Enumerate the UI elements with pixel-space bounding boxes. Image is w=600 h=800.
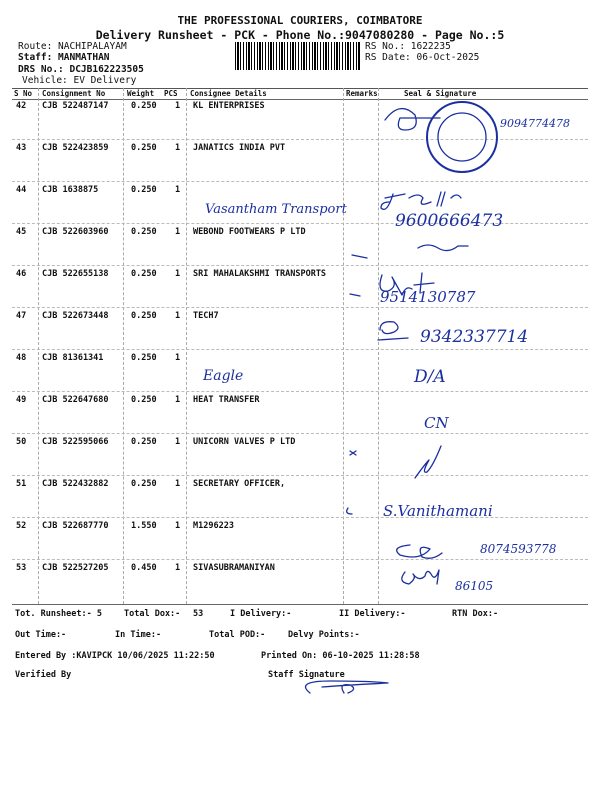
row-weight: 0.250 <box>131 269 157 279</box>
row-sno: 50 <box>16 437 27 447</box>
row-weight: 0.250 <box>131 437 157 447</box>
entered-by: Entered By :KAVIPCK 10/06/2025 11:22:50 <box>15 651 215 661</box>
row-consignment-no: CJB 522687770 <box>42 521 109 531</box>
row-consignment-no: CJB 522655138 <box>42 269 109 279</box>
row-consignee: HEAT TRANSFER <box>193 395 260 405</box>
row-weight: 0.250 <box>131 395 157 405</box>
col-sno: S No <box>14 89 33 98</box>
row-sno: 49 <box>16 395 27 405</box>
row-pcs: 1 <box>175 437 181 447</box>
row-weight: 1.550 <box>131 521 157 531</box>
row-sno: 48 <box>16 353 27 363</box>
staff-label: Staff: MANMATHAN <box>18 52 110 63</box>
row-sno: 46 <box>16 269 27 279</box>
row-pcs: 1 <box>175 479 181 489</box>
handwritten-phone: 9094774478 <box>500 117 570 130</box>
row-pcs: 1 <box>175 563 181 573</box>
out-time: Out Time:- <box>15 630 67 640</box>
drs-label: DRS No.: DCJB162223505 <box>18 64 144 75</box>
rs-date: RS Date: 06-Oct-2025 <box>365 52 480 63</box>
row-consignee: SIVASUBRAMANIYAN <box>193 563 275 573</box>
remark-mark <box>350 451 356 455</box>
delvy-points: Delvy Points:- <box>288 630 360 640</box>
remark-mark <box>347 508 352 514</box>
row-consignment-no: CJB 522487147 <box>42 101 109 111</box>
row-pcs: 1 <box>175 101 181 111</box>
row-sno: 45 <box>16 227 27 237</box>
row-consignment-no: CJB 522647680 <box>42 395 109 405</box>
signature-scribble <box>378 322 408 340</box>
in-time: In Time:- <box>115 630 162 640</box>
row-consignee: M1296223 <box>193 521 234 531</box>
row-weight: 0.250 <box>131 101 157 111</box>
signature-scribble <box>415 446 441 478</box>
row-sno: 44 <box>16 185 27 195</box>
row-weight: 0.250 <box>131 479 157 489</box>
row-pcs: 1 <box>175 143 181 153</box>
rtn-dox: RTN Dox:- <box>452 609 499 619</box>
handwritten-consignee: Eagle <box>203 368 244 384</box>
signature-scribble <box>381 192 461 209</box>
col-remarks: Remarks <box>346 89 378 98</box>
row-consignee: WEBOND FOOTWEARS P LTD <box>193 227 306 237</box>
row-consignment-no: CJB 1638875 <box>42 185 99 195</box>
handwritten-phone: 9600666473 <box>395 211 504 231</box>
printed-on: Printed On: 06-10-2025 11:28:58 <box>261 651 420 661</box>
row-consignment-no: CJB 522673448 <box>42 311 109 321</box>
route-label: Route: NACHIPALAYAM <box>18 41 127 52</box>
row-pcs: 1 <box>175 269 181 279</box>
ii-delivery: II Delivery:- <box>339 609 406 619</box>
row-consignment-no: CJB 522595066 <box>42 437 109 447</box>
remark-mark <box>350 294 360 296</box>
col-weight: Weight <box>127 89 155 98</box>
row-consignee: SRI MAHALAKSHMI TRANSPORTS <box>193 269 327 279</box>
row-weight: 0.250 <box>131 143 157 153</box>
col-consignment: Consignment No <box>42 89 106 98</box>
row-consignee: UNICORN VALVES P LTD <box>193 437 296 447</box>
total-dox-label: Total Dox:- <box>124 609 181 619</box>
row-sno: 51 <box>16 479 27 489</box>
handwritten-number: 86105 <box>455 579 494 593</box>
vehicle-label: Vehicle: EV Delivery <box>22 75 137 86</box>
handwritten-signature: D/A <box>414 367 446 387</box>
staff-signature-label: Staff Signature <box>268 670 345 680</box>
signature-scribble <box>397 545 442 558</box>
staff-signature-scribble <box>306 681 389 693</box>
company-name: THE PROFESSIONAL COURIERS, COIMBATORE <box>177 14 423 27</box>
row-consignment-no: CJB 81361341 <box>42 353 104 363</box>
row-consignment-no: CJB 522603960 <box>42 227 109 237</box>
remark-mark <box>352 255 367 258</box>
seal-inner-ring <box>438 113 486 161</box>
row-sno: 47 <box>16 311 27 321</box>
col-consignee: Consignee Details <box>190 89 267 98</box>
total-dox-value: 53 <box>193 609 204 619</box>
col-pcs: PCS <box>164 89 178 98</box>
verified-by: Verified By <box>15 670 72 680</box>
handwritten-signature: CN <box>424 414 449 432</box>
row-pcs: 1 <box>175 353 181 363</box>
handwritten-signature: S.Vanithamani <box>383 502 493 520</box>
row-consignee: KL ENTERPRISES <box>193 101 265 111</box>
row-consignment-no: CJB 522432882 <box>42 479 109 489</box>
row-weight: 0.250 <box>131 311 157 321</box>
row-consignee: JANATICS INDIA PVT <box>193 143 286 153</box>
row-weight: 0.450 <box>131 563 157 573</box>
handwritten-phone: 9514130787 <box>380 288 476 306</box>
signature-scribble <box>402 570 439 584</box>
row-sno: 42 <box>16 101 27 111</box>
row-pcs: 1 <box>175 521 181 531</box>
row-sno: 52 <box>16 521 27 531</box>
col-seal-signature: Seal & Signature <box>404 89 477 98</box>
handwritten-phone: 9342337714 <box>420 327 529 347</box>
row-weight: 0.250 <box>131 227 157 237</box>
row-consignment-no: CJB 522423859 <box>42 143 109 153</box>
handwritten-consignee: Vasantham Transport <box>205 202 347 217</box>
rs-number: RS No.: 1622235 <box>365 41 451 52</box>
row-weight: 0.250 <box>131 353 157 363</box>
tot-runsheet: Tot. Runsheet:- 5 <box>15 609 102 619</box>
row-sno: 43 <box>16 143 27 153</box>
row-pcs: 1 <box>175 227 181 237</box>
handwritten-phone: 8074593778 <box>480 542 557 556</box>
row-weight: 0.250 <box>131 185 157 195</box>
i-delivery: I Delivery:- <box>230 609 292 619</box>
row-consignee: TECH7 <box>193 311 219 321</box>
row-sno: 53 <box>16 563 27 573</box>
signature-scribble <box>418 245 468 251</box>
row-pcs: 1 <box>175 395 181 405</box>
total-pod: Total POD:- <box>209 630 266 640</box>
runsheet-title: Delivery Runsheet - PCK - Phone No.:9047080280 - Page No.:5 <box>95 28 505 42</box>
row-pcs: 1 <box>175 311 181 321</box>
row-pcs: 1 <box>175 185 181 195</box>
row-consignee: SECRETARY OFFICER, <box>193 479 286 489</box>
row-consignment-no: CJB 522527205 <box>42 563 109 573</box>
